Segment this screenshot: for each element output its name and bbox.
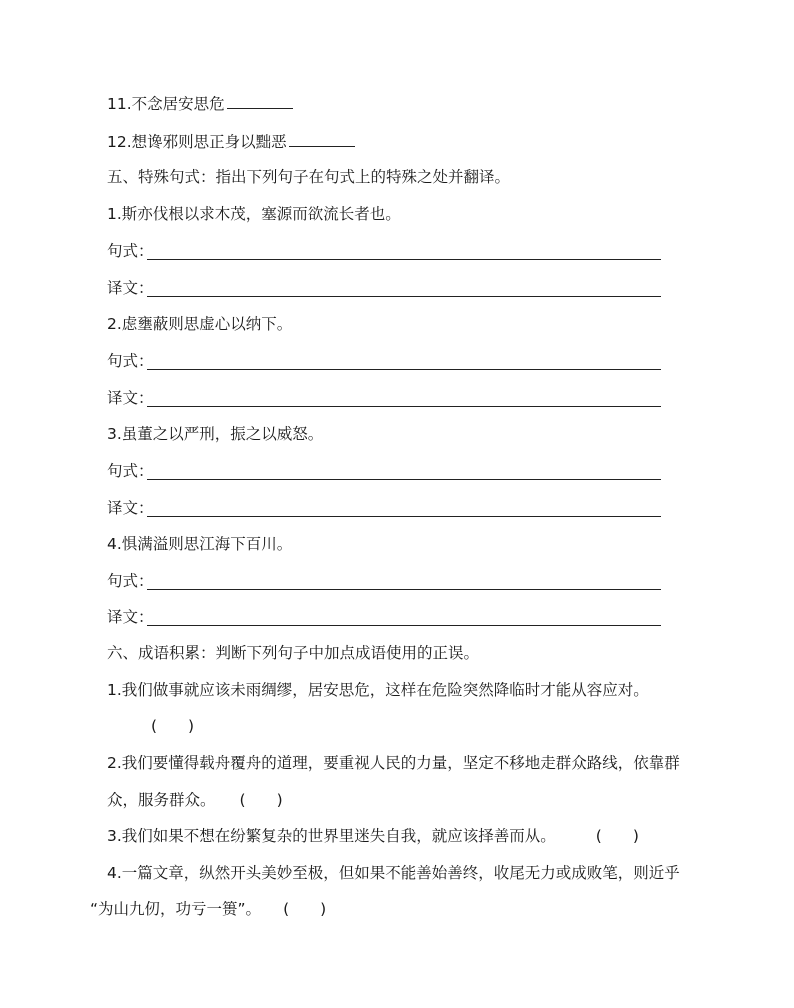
- section5-item-3: 3.虽董之以严刑，振之以威怒。: [107, 425, 324, 443]
- section5-item-1: 1.斯亦伐根以求木茂，塞源而欲流长者也。: [107, 205, 401, 223]
- answer-parentheses[interactable]: ( ): [151, 717, 195, 735]
- translation-field[interactable]: [107, 497, 661, 519]
- fill-item-text: 11.不念居安思危: [107, 95, 225, 113]
- field-label: 句式：: [107, 572, 154, 590]
- translation-field[interactable]: [107, 387, 661, 409]
- answer-blank[interactable]: [289, 130, 355, 147]
- sentence-pattern-field[interactable]: [107, 460, 661, 482]
- sentence-pattern-field[interactable]: [107, 570, 661, 592]
- section5-item-4: 4.惧满溢则思江海下百川。: [107, 535, 293, 553]
- field-label: 句式：: [107, 352, 154, 370]
- field-label: 句式：: [107, 462, 154, 480]
- sentence-pattern-field[interactable]: [107, 240, 661, 262]
- section5-item-2: 2.虑壅蔽则思虚心以纳下。: [107, 315, 293, 333]
- field-label: 译文：: [107, 608, 154, 626]
- section6-item-3: [107, 825, 639, 847]
- field-label: 句式：: [107, 242, 154, 260]
- translation-field[interactable]: [107, 277, 661, 299]
- section6-item-2-cont: [107, 789, 283, 811]
- section6-item-2: 2.我们要懂得载舟覆舟的道理，要重视人民的力量，坚定不移地走群众路线，依靠群: [107, 754, 680, 772]
- fill-item-text: 12.想谗邪则思正身以黜恶: [107, 133, 287, 151]
- section6-item-4: 4.一篇文章，纵然开头美妙至极，但如果不能善始善终，收尾无力或成败笔，则近乎: [107, 864, 680, 882]
- item-text: 3.我们如果不想在纷繁复杂的世界里迷失自我，就应该择善而从。: [107, 827, 556, 845]
- answer-parentheses[interactable]: ( ): [283, 900, 327, 918]
- section6-item-4-cont: [90, 898, 326, 920]
- answer-parentheses[interactable]: ( ): [239, 791, 283, 809]
- field-label: 译文：: [107, 499, 154, 517]
- section6-heading: 六、成语积累：判断下列句子中加点成语使用的正误。: [107, 644, 480, 662]
- item-text: 众，服务群众。: [107, 791, 216, 809]
- section6-item-1: 1.我们做事就应该未雨绸缪，居安思危，这样在危险突然降临时才能从容应对。: [107, 681, 649, 699]
- fill-item-12: [107, 130, 355, 153]
- item-text: “为山九仞，功亏一篑”。: [90, 900, 262, 918]
- field-label: 译文：: [107, 389, 154, 407]
- fill-item-11: [107, 92, 293, 115]
- answer-blank[interactable]: [227, 92, 293, 109]
- translation-field[interactable]: [107, 606, 661, 628]
- field-label: 译文：: [107, 279, 154, 297]
- answer-parentheses[interactable]: ( ): [595, 827, 639, 845]
- sentence-pattern-field[interactable]: [107, 350, 661, 372]
- section5-heading: 五、特殊句式：指出下列句子在句式上的特殊之处并翻译。: [107, 168, 511, 186]
